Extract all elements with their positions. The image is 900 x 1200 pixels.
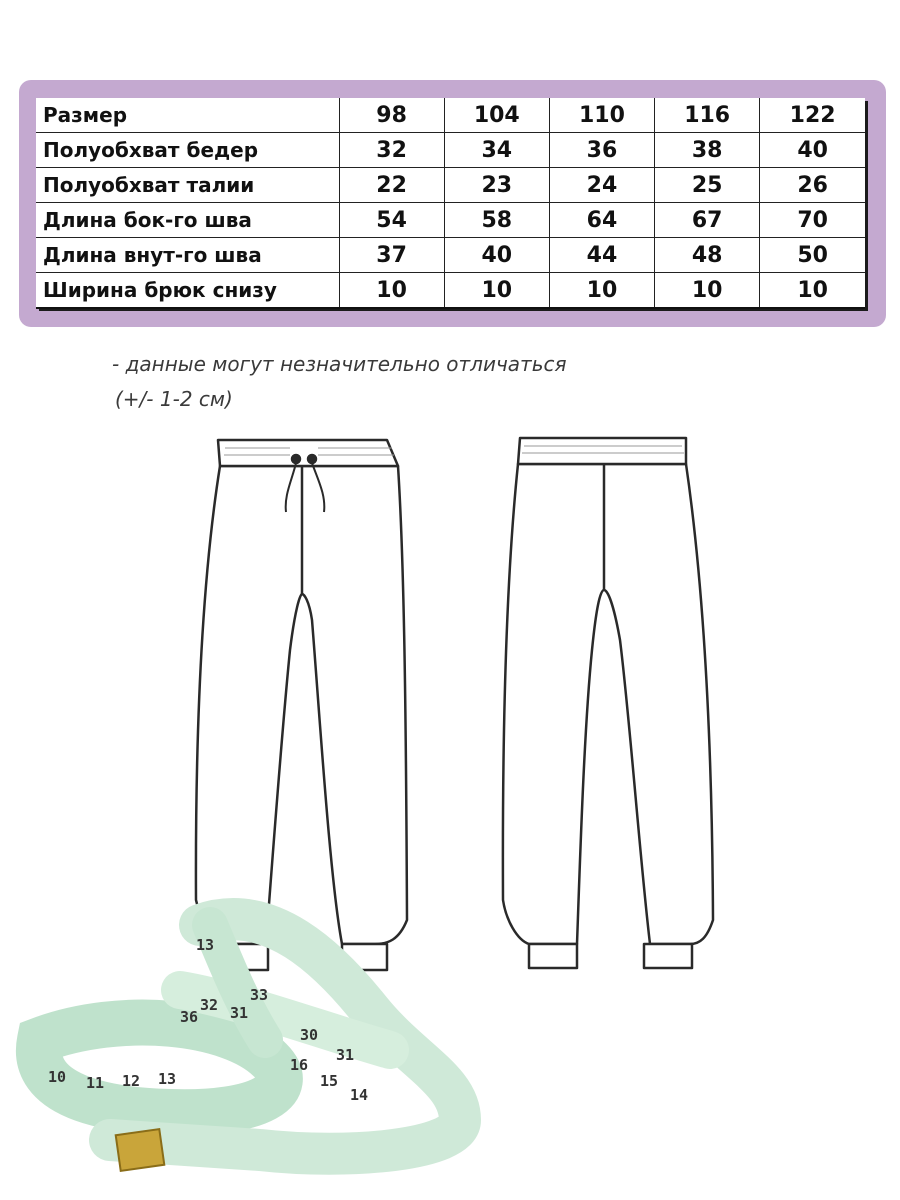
tape-number: 33 (250, 986, 269, 1004)
size-116: 116 (655, 98, 760, 133)
cell-value: 22 (339, 168, 444, 203)
cell-value: 37 (339, 238, 444, 273)
row-label: Полуобхват бедер (36, 133, 339, 168)
cell-value: 10 (655, 273, 760, 309)
note-line-1: - данные могут незначительно отличаться (112, 352, 567, 376)
cell-value: 58 (444, 203, 549, 238)
cell-value: 40 (444, 238, 549, 273)
cell-value: 64 (549, 203, 654, 238)
cell-value: 54 (339, 203, 444, 238)
cell-value: 34 (444, 133, 549, 168)
tape-number: 16 (290, 1056, 309, 1074)
cell-value: 32 (339, 133, 444, 168)
pants-front-icon (196, 440, 407, 970)
tape-number: 10 (48, 1068, 67, 1086)
tape-number: 12 (122, 1072, 141, 1090)
cell-value: 25 (655, 168, 760, 203)
tape-number: 31 (336, 1046, 355, 1064)
tape-number: 30 (300, 1026, 319, 1044)
row-label: Длина бок-го шва (36, 203, 339, 238)
size-122: 122 (760, 98, 865, 133)
cell-value: 23 (444, 168, 549, 203)
tape-number: 14 (350, 1086, 369, 1104)
cell-value: 10 (760, 273, 865, 309)
note-line-2: (+/- 1-2 см) (115, 387, 233, 411)
tape-number: 31 (230, 1004, 249, 1022)
row-label: Длина внут-го шва (36, 238, 339, 273)
cell-value: 50 (760, 238, 865, 273)
cell-value: 48 (655, 238, 760, 273)
cell-value: 67 (655, 203, 760, 238)
cell-value: 70 (760, 203, 865, 238)
tape-number: 15 (320, 1072, 339, 1090)
size-110: 110 (549, 98, 654, 133)
size-98: 98 (339, 98, 444, 133)
cell-value: 10 (444, 273, 549, 309)
size-104: 104 (444, 98, 549, 133)
cell-value: 10 (339, 273, 444, 309)
cell-value: 36 (549, 133, 654, 168)
tape-number: 36 (180, 1008, 199, 1026)
cell-value: 10 (549, 273, 654, 309)
cell-value: 38 (655, 133, 760, 168)
cell-value: 26 (760, 168, 865, 203)
cell-value: 40 (760, 133, 865, 168)
cell-value: 24 (549, 168, 654, 203)
size-header-label: Размер (36, 98, 339, 133)
row-label: Полуобхват талии (36, 168, 339, 203)
pants-back-icon (503, 438, 713, 968)
tape-number: 13 (196, 936, 215, 954)
row-label: Ширина брюк снизу (36, 273, 339, 309)
cell-value: 44 (549, 238, 654, 273)
tape-number: 11 (86, 1074, 105, 1092)
tape-number: 13 (158, 1070, 177, 1088)
tape-number: 32 (200, 996, 219, 1014)
